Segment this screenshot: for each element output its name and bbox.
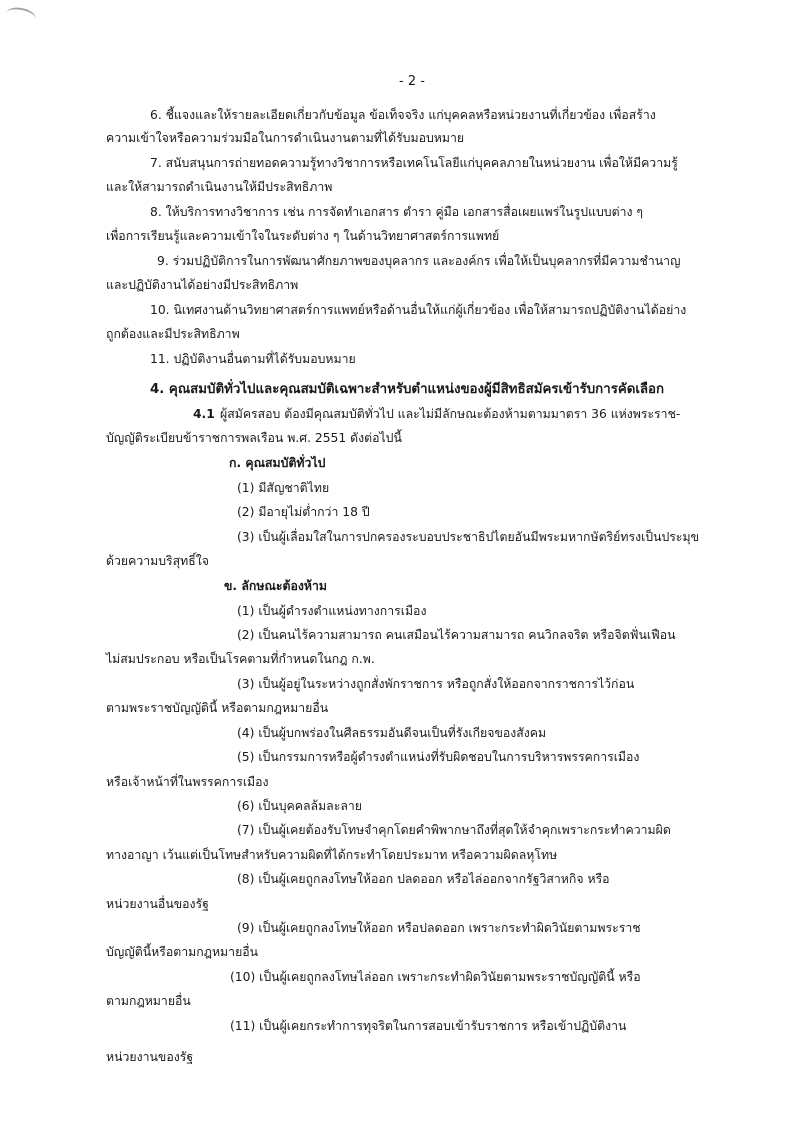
prohibited-10-line-2: ตามกฎหมายอื่น	[106, 994, 191, 1008]
prohibited-7-line-1: (7) เป็นผู้เคยต้องรับโทษจำคุกโดยคำพิพากษาถึงที่สุดให้จำคุกเพราะกระทำความผิด	[237, 823, 671, 837]
section-4-1-line-1: ผู้สมัครสอบ ต้องมีคุณสมบัติทั่วไป และไม่มีลักษณะต้องห้ามตามมาตรา 36 แห่งพระราช-	[220, 407, 681, 421]
duty-8-line-2: เพื่อการเรียนรู้และความเข้าใจในระดับต่าง ๆ ในด้านวิทยาศาสตร์การแพทย์	[106, 229, 500, 243]
duty-6-line-2: ความเข้าใจหรือความร่วมมือในการดำเนินงานตามที่ได้รับมอบหมาย	[106, 131, 465, 145]
prohibited-8-line-2: หน่วยงานอื่นของรัฐ	[106, 897, 209, 911]
general-qualification-2: (2) มีอายุไม่ต่ำกว่า 18 ปี	[237, 505, 370, 519]
duty-9-line-2: และปฏิบัติงานได้อย่างมีประสิทธิภาพ	[106, 278, 299, 292]
general-qualification-1: (1) มีสัญชาติไทย	[237, 481, 330, 495]
duty-7-line-2: และให้สามารถดำเนินงานให้มีประสิทธิภาพ	[106, 180, 333, 194]
prohibited-characteristics-heading: ข. ลักษณะต้องห้าม	[224, 579, 327, 593]
prohibited-4: (4) เป็นผู้บกพร่องในศีลธรรมอันดีจนเป็นที่รังเกียจของสังคม	[237, 726, 547, 740]
section-4-heading: 4. คุณสมบัติทั่วไปและคุณสมบัติเฉพาะสำหรับตำแหน่งของผู้มีสิทธิสมัครเข้ารับการคัดเลือก	[150, 382, 665, 397]
duty-10-line-2: ถูกต้องและมีประสิทธิภาพ	[106, 327, 240, 341]
general-qualifications-heading: ก. คุณสมบัติทั่วไป	[229, 456, 326, 470]
prohibited-1: (1) เป็นผู้ดำรงตำแหน่งทางการเมือง	[237, 604, 427, 618]
section-4-1-number: 4.1	[193, 407, 215, 421]
prohibited-9-line-1: (9) เป็นผู้เคยถูกลงโทษให้ออก หรือปลดออก เพราะกระทำผิดวินัยตามพระราช	[237, 921, 641, 935]
prohibited-3-line-2: ตามพระราชบัญญัตินี้ หรือตามกฎหมายอื่น	[106, 701, 329, 715]
page-number: - 2 -	[399, 74, 425, 89]
prohibited-3-line-1: (3) เป็นผู้อยู่ในระหว่างถูกสั่งพักราชการ หรือถูกสั่งให้ออกจากราชการไว้ก่อน	[237, 677, 635, 691]
prohibited-5-line-1: (5) เป็นกรรมการหรือผู้ดำรงตำแหน่งที่รับผิดชอบในการบริหารพรรคการเมือง	[237, 750, 640, 764]
duty-10-line-1: 10. นิเทศงานด้านวิทยาศาสตร์การแพทย์หรือด้านอื่นให้แก่ผู้เกี่ยวข้อง เพื่อให้สามารถปฏิบัติงานได้อย่าง	[150, 303, 687, 317]
prohibited-9-line-2: บัญญัตินี้หรือตามกฎหมายอื่น	[106, 945, 259, 959]
prohibited-5-line-2: หรือเจ้าหน้าที่ในพรรคการเมือง	[106, 775, 269, 789]
prohibited-10-line-1: (10) เป็นผู้เคยถูกลงโทษไล่ออก เพราะกระทำผิดวินัยตามพระราชบัญญัตินี้ หรือ	[230, 970, 641, 984]
prohibited-2-line-2: ไม่สมประกอบ หรือเป็นโรคตามที่กำหนดในกฎ ก.พ.	[106, 652, 375, 666]
duty-9-line-1: 9. ร่วมปฏิบัติการในการพัฒนาศักยภาพของบุคลากร และองค์กร เพื่อให้เป็นบุคลากรที่มีความชำนาญ	[157, 254, 681, 268]
duty-11: 11. ปฏิบัติงานอื่นตามที่ได้รับมอบหมาย	[150, 352, 356, 366]
prohibited-7-line-2: ทางอาญา เว้นแต่เป็นโทษสำหรับความผิดที่ได้กระทำโดยประมาท หรือความผิดลหุโทษ	[106, 848, 558, 862]
prohibited-11-line-1: (11) เป็นผู้เคยกระทำการทุจริตในการสอบเข้ารับราชการ หรือเข้าปฏิบัติงาน	[230, 1019, 627, 1033]
duty-8-line-1: 8. ให้บริการทางวิชาการ เช่น การจัดทำเอกสาร ตำรา คู่มือ เอกสารสื่อเผยแพร่ในรูปแบบต่าง ๆ	[150, 205, 644, 219]
prohibited-8-line-1: (8) เป็นผู้เคยถูกลงโทษให้ออก ปลดออก หรือไล่ออกจากรัฐวิสาหกิจ หรือ	[237, 872, 610, 886]
duty-6-line-1: 6. ชี้แจงและให้รายละเอียดเกี่ยวกับข้อมูล ข้อเท็จจริง แก่บุคคลหรือหน่วยงานที่เกี่ยวข้อง เพื่อสร้าง	[150, 108, 656, 122]
prohibited-2-line-1: (2) เป็นคนไร้ความสามารถ คนเสมือนไร้ความสามารถ คนวิกลจริต หรือจิตฟั่นเฟือน	[237, 628, 676, 642]
prohibited-6: (6) เป็นบุคคลล้มละลาย	[237, 799, 362, 813]
prohibited-11-line-2: หน่วยงานของรัฐ	[106, 1050, 194, 1064]
general-qualification-3-line-2: ด้วยความบริสุทธิ์ใจ	[106, 554, 209, 568]
general-qualification-3-line-1: (3) เป็นผู้เลื่อมใสในการปกครองระบอบประชาธิปไตยอันมีพระมหากษัตริย์ทรงเป็นประมุข	[237, 530, 700, 544]
section-4-1-line-2: บัญญัติระเบียบข้าราชการพลเรือน พ.ศ. 2551 ดังต่อไปนี้	[106, 431, 402, 445]
duty-7-line-1: 7. สนับสนุนการถ่ายทอดความรู้ทางวิชาการหรือเทคโนโลยีแก่บุคคลภายในหน่วยงาน เพื่อให้มีความรู้	[150, 156, 678, 170]
